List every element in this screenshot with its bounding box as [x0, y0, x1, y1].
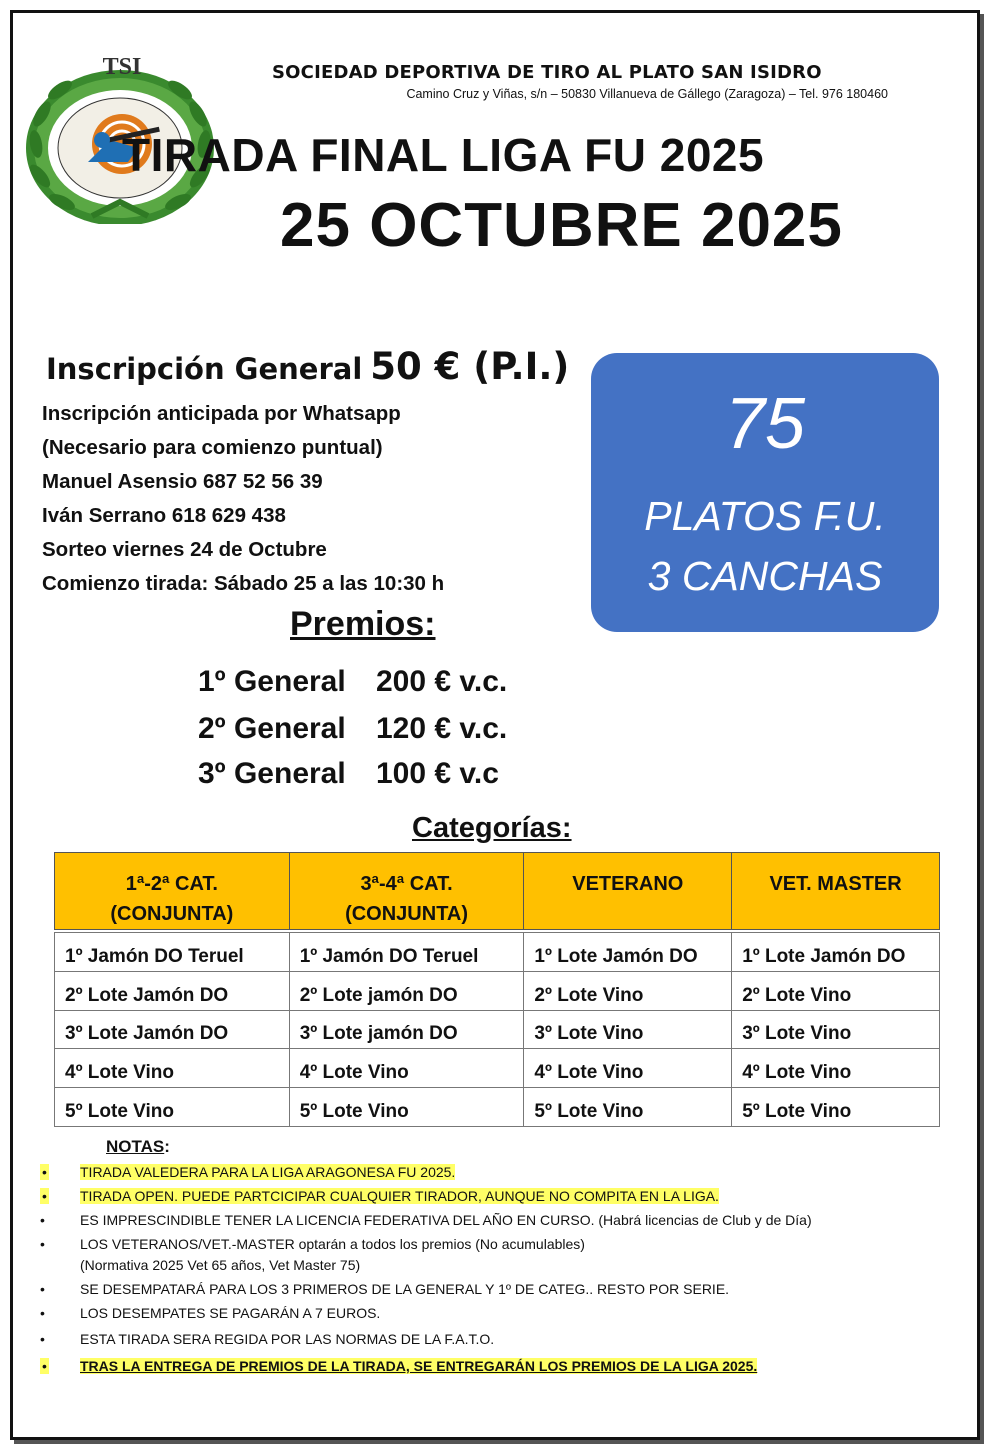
info-line: Manuel Asensio 687 52 56 39: [42, 470, 323, 493]
notas-title: NOTAS:: [106, 1137, 170, 1156]
note-subtext: (Normativa 2025 Vet 65 años, Vet Master 75): [80, 1257, 361, 1273]
inscription-label: Inscripción General: [46, 352, 363, 386]
info-line: Comienzo tirada: Sábado 25 a las 10:30 h: [42, 572, 445, 595]
table-cell: 2º Lote Vino: [524, 971, 732, 1010]
header-cat-3-4: 3ª-4ª CAT. (CONJUNTA): [289, 853, 524, 930]
prize-amount: 100 € v.c: [376, 757, 499, 790]
platos-count: 75: [724, 384, 806, 464]
bullet-icon: •: [40, 1305, 45, 1321]
table-cell: 5º Lote Vino: [524, 1088, 732, 1127]
categorias-table: [54, 852, 940, 1127]
prize-row: [198, 712, 507, 746]
table-cell: 1º Lote Jamón DO: [732, 933, 940, 972]
bullet-icon: •: [42, 1164, 47, 1180]
info-line: (Necesario para comienzo puntual): [42, 436, 383, 459]
note-text: TRAS LA ENTREGA DE PREMIOS DE LA TIRADA, SE ENTREGARÁN LOS PREMIOS DE LA LIGA 2025.: [80, 1358, 758, 1374]
header-vet-master: VET. MASTER: [732, 853, 940, 930]
note-text: TIRADA OPEN. PUEDE PARTCICIPAR CUALQUIER TIRADOR, AUNQUE NO COMPITA EN LA LIGA.: [80, 1188, 719, 1204]
table-cell: 4º Lote Vino: [289, 1049, 524, 1088]
event-date: 25 OCTUBRE 2025: [280, 191, 843, 260]
note-text: ESTA TIRADA SERA REGIDA POR LAS NORMAS DE LA F.A.T.O.: [80, 1331, 495, 1347]
categorias-title: Categorías:: [412, 812, 572, 844]
table-cell: 3º Lote Vino: [732, 1010, 940, 1049]
table-cell: 1º Lote Jamón DO: [524, 933, 732, 972]
bullet-icon: •: [40, 1331, 45, 1347]
info-line: Iván Serrano 618 629 438: [42, 504, 286, 527]
table-row: [55, 1010, 940, 1049]
table-cell: 2º Lote jamón DO: [289, 971, 524, 1010]
org-address: Camino Cruz y Viñas, s/n – 50830 Villanueva de Gállego (Zaragoza) – Tel. 976 180460: [406, 87, 888, 101]
prize-place: 1º General: [198, 665, 346, 698]
table-row: [55, 971, 940, 1010]
bullet-icon: •: [40, 1212, 45, 1228]
table-cell: 5º Lote Vino: [732, 1088, 940, 1127]
prize-amount: 200 € v.c.: [376, 665, 508, 698]
note-text: SE DESEMPATARÁ PARA LOS 3 PRIMEROS DE LA GENERAL Y 1º DE CATEG.. RESTO POR SERIE.: [80, 1281, 730, 1297]
inscription-general: [46, 345, 569, 388]
note-text: ES IMPRESCINDIBLE TENER LA LICENCIA FEDERATIVA DEL AÑO EN CURSO. (Habrá licencias de Club y de Día): [80, 1212, 812, 1228]
table-cell: 5º Lote Vino: [289, 1088, 524, 1127]
prize-place: 3º General: [198, 757, 346, 790]
table-row: [55, 933, 940, 972]
info-line: Inscripción anticipada por Whatsapp: [42, 402, 401, 425]
table-cell: 1º Jamón DO Teruel: [55, 933, 290, 972]
table-cell: 4º Lote Vino: [524, 1049, 732, 1088]
note-text: LOS DESEMPATES SE PAGARÁN A 7 EUROS.: [80, 1305, 381, 1321]
table-cell: 1º Jamón DO Teruel: [289, 933, 524, 972]
inscription-amount: 50 € (P.I.): [370, 345, 570, 388]
table-cell: 4º Lote Vino: [55, 1049, 290, 1088]
bullet-icon: •: [40, 1281, 45, 1297]
table-cell: 4º Lote Vino: [732, 1049, 940, 1088]
premios-title: Premios:: [290, 605, 436, 643]
table-cell: 3º Lote Jamón DO: [55, 1010, 290, 1049]
table-row: [55, 1088, 940, 1127]
prize-amount: 120 € v.c.: [376, 712, 508, 745]
note-text: LOS VETERANOS/VET.-MASTER optarán a todos los premios (No acumulables): [80, 1236, 585, 1252]
table-cell: 2º Lote Jamón DO: [55, 971, 290, 1010]
bullet-icon: •: [42, 1358, 47, 1374]
header-cat-1-2: 1ª-2ª CAT. (CONJUNTA): [55, 853, 290, 930]
table-header-row: [55, 853, 940, 930]
platos-label: PLATOS F.U.: [644, 493, 886, 539]
table-cell: 3º Lote Vino: [524, 1010, 732, 1049]
header-veterano: VETERANO: [524, 853, 732, 930]
prize-place: 2º General: [198, 712, 346, 745]
table-cell: 2º Lote Vino: [732, 971, 940, 1010]
bullet-icon: •: [42, 1188, 47, 1204]
table-cell: 3º Lote jamón DO: [289, 1010, 524, 1049]
event-title: TIRADA FINAL LIGA FU 2025: [122, 129, 765, 181]
highlight-box: [591, 353, 939, 632]
bullet-icon: •: [40, 1236, 45, 1252]
table-cell: 5º Lote Vino: [55, 1088, 290, 1127]
table-row: [55, 1049, 940, 1088]
canchas-label: 3 CANCHAS: [647, 553, 883, 599]
info-line: Sorteo viernes 24 de Octubre: [42, 538, 327, 561]
org-name: SOCIEDAD DEPORTIVA DE TIRO AL PLATO SAN ISIDRO: [272, 62, 822, 83]
prize-row: [198, 665, 507, 699]
svg-text:TSI: TSI: [102, 54, 142, 80]
prize-row: [198, 757, 499, 791]
note-text: TIRADA VALEDERA PARA LA LIGA ARAGONESA FU 2025.: [80, 1164, 456, 1180]
